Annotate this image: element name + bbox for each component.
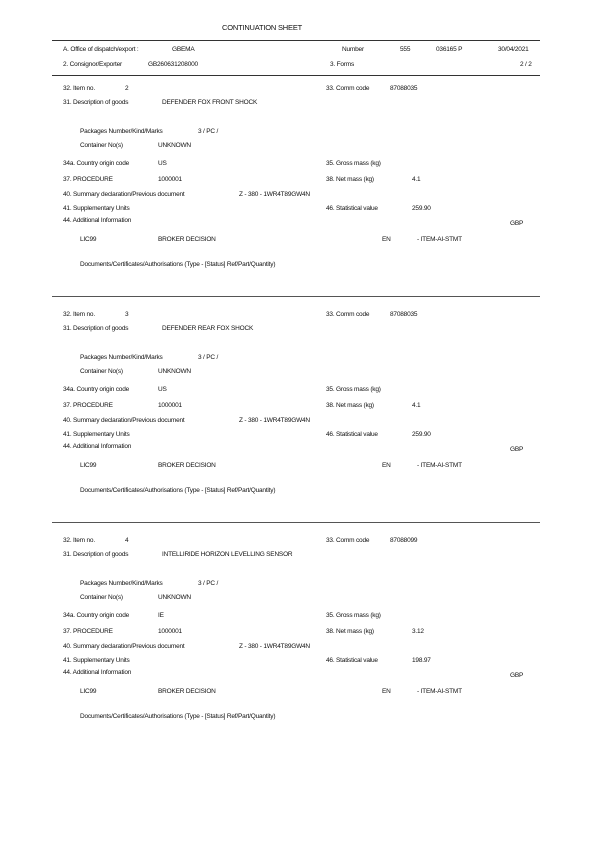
currency: GBP	[510, 672, 524, 679]
summary-value: Z - 380 - 1WR4T89GW4N	[239, 191, 310, 198]
description-label: 31. Description of goods	[63, 325, 129, 332]
statistical-value-label: 46. Statistical value	[326, 431, 378, 438]
statistical-value: 198.97	[412, 657, 431, 664]
gross-mass-label: 35. Gross mass (kg)	[326, 160, 381, 167]
statistical-value-label: 46. Statistical value	[326, 657, 378, 664]
packages-label: Packages Number/Kind/Marks	[80, 580, 163, 587]
comm-code-value: 87088035	[390, 311, 418, 318]
licence-code: LIC99	[80, 462, 97, 469]
item-divider	[52, 522, 540, 523]
consignor-value: GB260631208000	[148, 61, 198, 68]
procedure-value: 1000001	[158, 176, 182, 183]
number-label: Number	[342, 46, 364, 53]
item-divider	[52, 296, 540, 297]
licence-item: - ITEM-AI-STMT	[417, 688, 462, 695]
comm-code-label: 33. Comm code	[326, 311, 370, 318]
licence-code: LIC99	[80, 688, 97, 695]
origin-label: 34a. Country origin code	[63, 386, 130, 393]
net-mass-label: 38. Net mass (kg)	[326, 176, 374, 183]
licence-description: BROKER DECISION	[158, 236, 216, 243]
origin-value: IE	[158, 612, 164, 619]
procedure-label: 37. PROCEDURE	[63, 402, 113, 409]
licence-status: EN	[382, 236, 391, 243]
net-mass-value: 4.1	[412, 402, 421, 409]
currency: GBP	[510, 446, 524, 453]
documents-label: Documents/Certificates/Authorisations (Type - [Status] Ref/Part/Quantity)	[80, 261, 276, 268]
licence-code: LIC99	[80, 236, 97, 243]
comm-code-value: 87088099	[390, 537, 418, 544]
forms-value: 2 / 2	[520, 61, 532, 68]
reference-value: 036165 P	[436, 46, 463, 53]
origin-label: 34a. Country origin code	[63, 612, 130, 619]
container-label: Container No(s)	[80, 368, 123, 375]
packages-value: 3 / PC /	[198, 580, 219, 587]
supplementary-units-label: 41. Supplementary Units	[63, 431, 130, 438]
forms-label: 3. Forms	[330, 61, 355, 68]
gross-mass-label: 35. Gross mass (kg)	[326, 386, 381, 393]
origin-value: US	[158, 386, 167, 393]
net-mass-label: 38. Net mass (kg)	[326, 402, 374, 409]
description-value: DEFENDER FOX FRONT SHOCK	[162, 99, 258, 106]
gross-mass-label: 35. Gross mass (kg)	[326, 612, 381, 619]
procedure-label: 37. PROCEDURE	[63, 176, 113, 183]
licence-status: EN	[382, 688, 391, 695]
procedure-value: 1000001	[158, 402, 182, 409]
supplementary-units-label: 41. Supplementary Units	[63, 657, 130, 664]
item-no-label: 32. Item no.	[63, 85, 95, 92]
packages-label: Packages Number/Kind/Marks	[80, 128, 163, 135]
net-mass-label: 38. Net mass (kg)	[326, 628, 374, 635]
licence-description: BROKER DECISION	[158, 462, 216, 469]
item-no-value: 4	[125, 537, 129, 544]
comm-code-label: 33. Comm code	[326, 537, 370, 544]
office-value: GBEMA	[172, 46, 195, 53]
comm-code-label: 33. Comm code	[326, 85, 370, 92]
packages-value: 3 / PC /	[198, 128, 219, 135]
net-mass-value: 4.1	[412, 176, 421, 183]
summary-label: 40. Summary declaration/Previous document	[63, 417, 185, 424]
description-value: DEFENDER REAR FOX SHOCK	[162, 325, 254, 332]
licence-item: - ITEM-AI-STMT	[417, 236, 462, 243]
supplementary-units-label: 41. Supplementary Units	[63, 205, 130, 212]
container-label: Container No(s)	[80, 594, 123, 601]
container-value: UNKNOWN	[158, 594, 191, 601]
statistical-value: 259.90	[412, 205, 431, 212]
item-no-value: 3	[125, 311, 129, 318]
header-top-rule	[52, 40, 540, 41]
additional-info-label: 44. Additional Information	[63, 217, 132, 224]
description-value: INTELLIRIDE HORIZON LEVELLING SENSOR	[162, 551, 293, 558]
additional-info-label: 44. Additional Information	[63, 443, 132, 450]
origin-value: US	[158, 160, 167, 167]
consignor-label: 2. Consignor/Exporter	[63, 61, 123, 68]
net-mass-value: 3.12	[412, 628, 424, 635]
description-label: 31. Description of goods	[63, 99, 129, 106]
licence-item: - ITEM-AI-STMT	[417, 462, 462, 469]
date-value: 30/04/2021	[498, 46, 529, 53]
item-no-value: 2	[125, 85, 129, 92]
licence-status: EN	[382, 462, 391, 469]
summary-label: 40. Summary declaration/Previous document	[63, 643, 185, 650]
page-title: CONTINUATION SHEET	[222, 23, 303, 32]
packages-label: Packages Number/Kind/Marks	[80, 354, 163, 361]
item-no-label: 32. Item no.	[63, 311, 95, 318]
container-value: UNKNOWN	[158, 142, 191, 149]
office-label: A. Office of dispatch/export :	[63, 46, 139, 53]
currency: GBP	[510, 220, 524, 227]
documents-label: Documents/Certificates/Authorisations (Type - [Status] Ref/Part/Quantity)	[80, 487, 276, 494]
statistical-value: 259.90	[412, 431, 431, 438]
summary-value: Z - 380 - 1WR4T89GW4N	[239, 643, 310, 650]
origin-label: 34a. Country origin code	[63, 160, 130, 167]
summary-value: Z - 380 - 1WR4T89GW4N	[239, 417, 310, 424]
item-no-label: 32. Item no.	[63, 537, 95, 544]
statistical-value-label: 46. Statistical value	[326, 205, 378, 212]
container-label: Container No(s)	[80, 142, 123, 149]
summary-label: 40. Summary declaration/Previous document	[63, 191, 185, 198]
licence-description: BROKER DECISION	[158, 688, 216, 695]
container-value: UNKNOWN	[158, 368, 191, 375]
packages-value: 3 / PC /	[198, 354, 219, 361]
additional-info-label: 44. Additional Information	[63, 669, 132, 676]
header-bottom-rule	[52, 75, 540, 76]
description-label: 31. Description of goods	[63, 551, 129, 558]
number-value: 555	[400, 46, 411, 53]
comm-code-value: 87088035	[390, 85, 418, 92]
procedure-value: 1000001	[158, 628, 182, 635]
procedure-label: 37. PROCEDURE	[63, 628, 113, 635]
documents-label: Documents/Certificates/Authorisations (Type - [Status] Ref/Part/Quantity)	[80, 713, 276, 720]
